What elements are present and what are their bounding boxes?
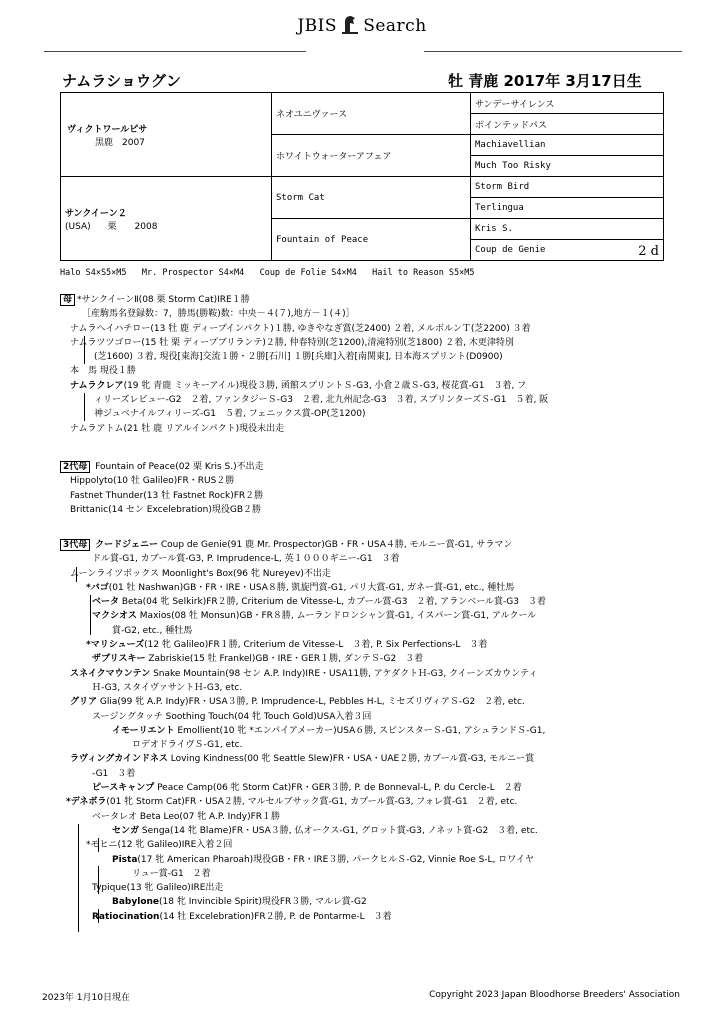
g3-cell-6: Terlingua xyxy=(471,198,664,219)
section-3-line: Beta(04 牝 Selkirk)FR２勝, Criterium de Vitesse-L, カブール賞-G3 ２着, アランベール賞-G3 ３着 xyxy=(119,597,546,608)
section-3-line: Loving Kindness(00 牝 Seattle Slew)FR・USA・UAE２勝, カブール賞-G3, モルニー賞 xyxy=(167,754,535,765)
dam-detail: 栗 2008 xyxy=(107,221,158,232)
logo-text-right: Search xyxy=(363,16,427,36)
section-3-line: Coup de Genie(91 鹿 Mr. Prospector)GB・FR・USA４勝, モルニー賞-G1, サラマン xyxy=(157,540,513,550)
section-dam-line: ィリーズレビュー-G2 ２着, ファンタジーＳ-G3 ２着, 北九州記念-G3 ３着, スプリンターズＳ-G1 ５着, 阪 xyxy=(94,395,549,406)
dam-cell xyxy=(61,177,272,261)
section-3-line: Ｈ-G3, スタイヴァサントＨ-G3, etc. xyxy=(92,682,243,693)
section-dam-line: ナムラツツゴロー(15 牡 栗 ディープブリランテ)２勝, 仲春特別(芝1200),清滝特別(芝1800) ２着, 木更津特別 xyxy=(70,337,514,348)
horse-birth: 牡 青鹿 2017年 3月17日生 xyxy=(448,72,642,90)
horse-name: ナムラショウグン xyxy=(62,72,181,90)
section-granddam xyxy=(60,460,680,517)
g3-cell-8 xyxy=(471,240,664,261)
footer-date: 2023年 1月10日現在 xyxy=(42,993,130,1003)
logo-text-left: JBIS xyxy=(297,16,338,36)
section-3-line: (01 牝 Storm Cat)FR・USA２勝, マルセルブサック賞-G1, カブール賞-G3, フォレ賞-G1 ２着, etc. xyxy=(106,797,518,808)
section-3-line: スージングタッチ Soothing Touch(04 牝 Touch Gold)USA入着３回 xyxy=(92,711,372,722)
section-granddam-line: Brittanic(14 セン Excelebration)現役GB２勝 xyxy=(70,504,261,515)
sire-cell xyxy=(61,93,272,177)
tree-line xyxy=(76,567,77,582)
sire-name: ヴィクトワールピサ xyxy=(67,124,148,135)
section-3-line: (18 牝 Invincible Spirit)現役FR３勝, マルレ賞-G2 xyxy=(159,897,367,908)
section-3-highlight: グリア xyxy=(70,697,98,708)
section-3-line: Zabriskie(15 牡 Frankel)GB・IRE・GER１勝, ダンテＳ-G2 ３着 xyxy=(145,654,424,665)
dam-origin: (USA) xyxy=(65,221,91,232)
section-3-line: ベータレオ Beta Leo(07 牝 A.P. Indy)FR１勝 xyxy=(92,811,281,822)
section-3-highlight: クードジェニー xyxy=(95,540,158,550)
g3-cell-8-text: Coup de Genie xyxy=(475,245,546,255)
section-3-line: Senga(14 牝 Blame)FR・USA３勝, 仏オークス-G1, グロット賞-G3, ノネット賞-G2 ３着, etc. xyxy=(139,825,538,836)
section-dam-line: (19 牝 青鹿 ミッキーアイル)現役３勝, 函館スプリントＳ-G3, 小倉２歳Ｓ-G3, 桜花賞-G1 ３着, フ xyxy=(123,380,527,391)
g3-cell-3: Machiavellian xyxy=(471,135,664,156)
section-dam-line: ［産駒馬名登録数：7，勝馬(勝鞍)数：中央－４(７),地方－１(４)］ xyxy=(82,309,355,320)
sire-detail: 黒鹿 2007 xyxy=(95,137,145,148)
g3-cell-1: サンデーサイレンス xyxy=(471,93,664,114)
jbis-logo[interactable] xyxy=(0,14,724,36)
section-3-line: リュー賞-G1 ２着 xyxy=(132,868,211,879)
section-3-highlight: マクシオス xyxy=(92,611,137,622)
section-3-highlight: ピースキャンプ xyxy=(92,783,155,794)
tree-line xyxy=(98,909,99,923)
section-3-line: Emollient(10 牝 *エンパイアメーカー)USA６勝, スピンスターＳ-G1, アシュランドＳ-G1, xyxy=(174,725,546,736)
logo-rule-right xyxy=(424,51,682,52)
section-3-line: 賞-G2, etc., 種牡馬 xyxy=(112,625,193,636)
tree-line xyxy=(98,866,99,894)
section-3-line: Typique(13 牝 Galileo)IRE出走 xyxy=(92,883,224,894)
footer-copyright: Copyright 2023 Japan Bloodhorse Breeders' Association xyxy=(429,990,680,1000)
family-code: 2 d xyxy=(638,244,659,259)
section-3-line: *モヒニ(12 牝 Galileo)IRE入着２回 xyxy=(86,840,233,851)
dam-sire-cell: Storm Cat xyxy=(272,177,471,219)
section-great-granddam xyxy=(60,538,680,924)
section-3-highlight: *バゴ xyxy=(86,582,109,593)
section-3-highlight: イモーリエント xyxy=(112,725,175,736)
section-3-highlight: ザブリスキー xyxy=(92,654,146,665)
section-3-highlight: *マリシューズ xyxy=(86,640,145,651)
section-dam-line: ナムラヘイハチロー(13 牡 鹿 ディープインパクト)１勝, ゆきやなぎ賞(芝2400) ２着, メルボルンＴ(芝2200) ３着 xyxy=(70,323,531,334)
section-3-highlight: センガ xyxy=(112,825,140,836)
horse-icon xyxy=(342,14,358,34)
section-3-line: (01 牡 Nashwan)GB・FR・IRE・USA８勝, 凱旋門賞-G1, パリ大賞-G1, ガネー賞-G1, etc., 種牡馬 xyxy=(108,582,515,593)
section-3-highlight: Ratiocination xyxy=(92,911,160,922)
section-dam-line: *サンクイーンⅡ(08 栗 Storm Cat)IRE１勝 xyxy=(77,295,250,305)
section-3-line: ドル賞-G1, カブール賞-G3, P. Imprudence-L, 英１０００ギニー-G1 ３着 xyxy=(92,554,400,565)
dam-dam-cell: Fountain of Peace xyxy=(272,219,471,261)
section-dam-tag: 母 xyxy=(60,294,75,306)
tree-line xyxy=(84,336,85,364)
section-3-line: Glia(99 牝 A.P. Indy)FR・USA３勝, P. Imprudence-L, Pebbles H-L, ミセズリヴィアＳ-G2 ２着, etc. xyxy=(97,697,525,708)
pedigree-table xyxy=(60,92,664,261)
section-3-highlight: スネイクマウンテン xyxy=(70,668,151,679)
section-granddam-line: Hippolyto(10 牡 Galileo)FR・RUS２勝 xyxy=(70,476,235,487)
tree-line xyxy=(84,393,85,421)
section-3-line: (14 牡 Excelebration)FR２勝, P. de Pontarme-L ３着 xyxy=(159,911,392,922)
section-3-highlight: ベータ xyxy=(92,597,120,608)
g3-cell-7: Kris S. xyxy=(471,219,664,240)
section-dam-line: 神ジュベナイルフィリーズ-G1 ５着, フェニックス賞-OP(芝1200) xyxy=(94,409,366,420)
tree-line xyxy=(98,838,99,852)
section-dam-line: (芝1600) ３着, 現役[東海]交流１勝・２勝[石川] １勝[兵庫]入着[南関東], 日本海スプリント(D0900) xyxy=(94,352,503,363)
section-3-line: (17 牝 American Pharoah)現役GB・FR・IRE３勝, パークヒルＳ-G2, Vinnie Roe S-L, ロワイヤ xyxy=(137,854,535,865)
section-dam-highlight: ナムラクレア xyxy=(70,380,124,391)
section-3-highlight: Babylone xyxy=(112,897,160,908)
section-3-line: Snake Mountain(98 セン A.P. Indy)IRE・USA11勝, アケダクトＨ-G3, クイーンズカウンティ xyxy=(150,668,538,679)
section-3-highlight: Pista xyxy=(112,854,138,865)
logo-rule-left xyxy=(44,51,306,52)
section-3-line: -G1 ３着 xyxy=(92,768,136,779)
tree-line xyxy=(78,824,79,932)
section-granddam-line: Fountain of Peace(02 栗 Kris S.)不出走 xyxy=(95,462,264,472)
inbreeding-line: Halo S4×S5×M5 Mr. Prospector S4×M4 Coup de Folie S4×M4 Hail to Reason S5×M5 xyxy=(60,268,475,278)
section-dam xyxy=(60,293,680,436)
sire-dam-cell: ホワイトウォーターアフェア xyxy=(272,135,471,177)
section-3-highlight: ラヴィングカインドネス xyxy=(70,754,168,765)
section-granddam-line: Fastnet Thunder(13 牡 Fastnet Rock)FR２勝 xyxy=(70,490,264,501)
section-3-line: ムーンライツボックス Moonlight's Box(96 牝 Nureyev)不出走 xyxy=(70,568,331,579)
section-dam-line: ナムラアトム(21 牡 鹿 リアルインパクト)現役未出走 xyxy=(70,423,285,434)
section-3-tag: 3代母 xyxy=(60,539,90,551)
section-3-line: Maxios(08 牡 Monsun)GB・FR８勝, ムーランドロンシャン賞-G1, イスパーン賞-G1, アルクール xyxy=(136,611,537,622)
g3-cell-4: Much Too Risky xyxy=(471,156,664,177)
sire-sire-cell: ネオユニヴァース xyxy=(272,93,471,135)
g3-cell-5: Storm Bird xyxy=(471,177,664,198)
section-3-line: Peace Camp(06 牝 Storm Cat)FR・GER３勝, P. de Bonneval-L, P. du Cercle-L ２着 xyxy=(154,783,522,794)
section-3-line: ロデオドライヴＳ-G1, etc. xyxy=(132,740,243,751)
section-3-line: (12 牝 Galileo)FR１勝, Criterium de Vitesse-L ３着, P. Six Perfections-L ３着 xyxy=(144,640,488,651)
tree-line xyxy=(90,595,91,635)
section-granddam-tag: 2代母 xyxy=(60,461,90,473)
section-3-highlight: *デネボラ xyxy=(66,797,107,808)
dam-name: サンクイーン２ xyxy=(65,208,127,219)
section-dam-line: 本 馬 現役１勝 xyxy=(70,366,136,377)
g3-cell-2: ポインテッドパス xyxy=(471,114,664,135)
